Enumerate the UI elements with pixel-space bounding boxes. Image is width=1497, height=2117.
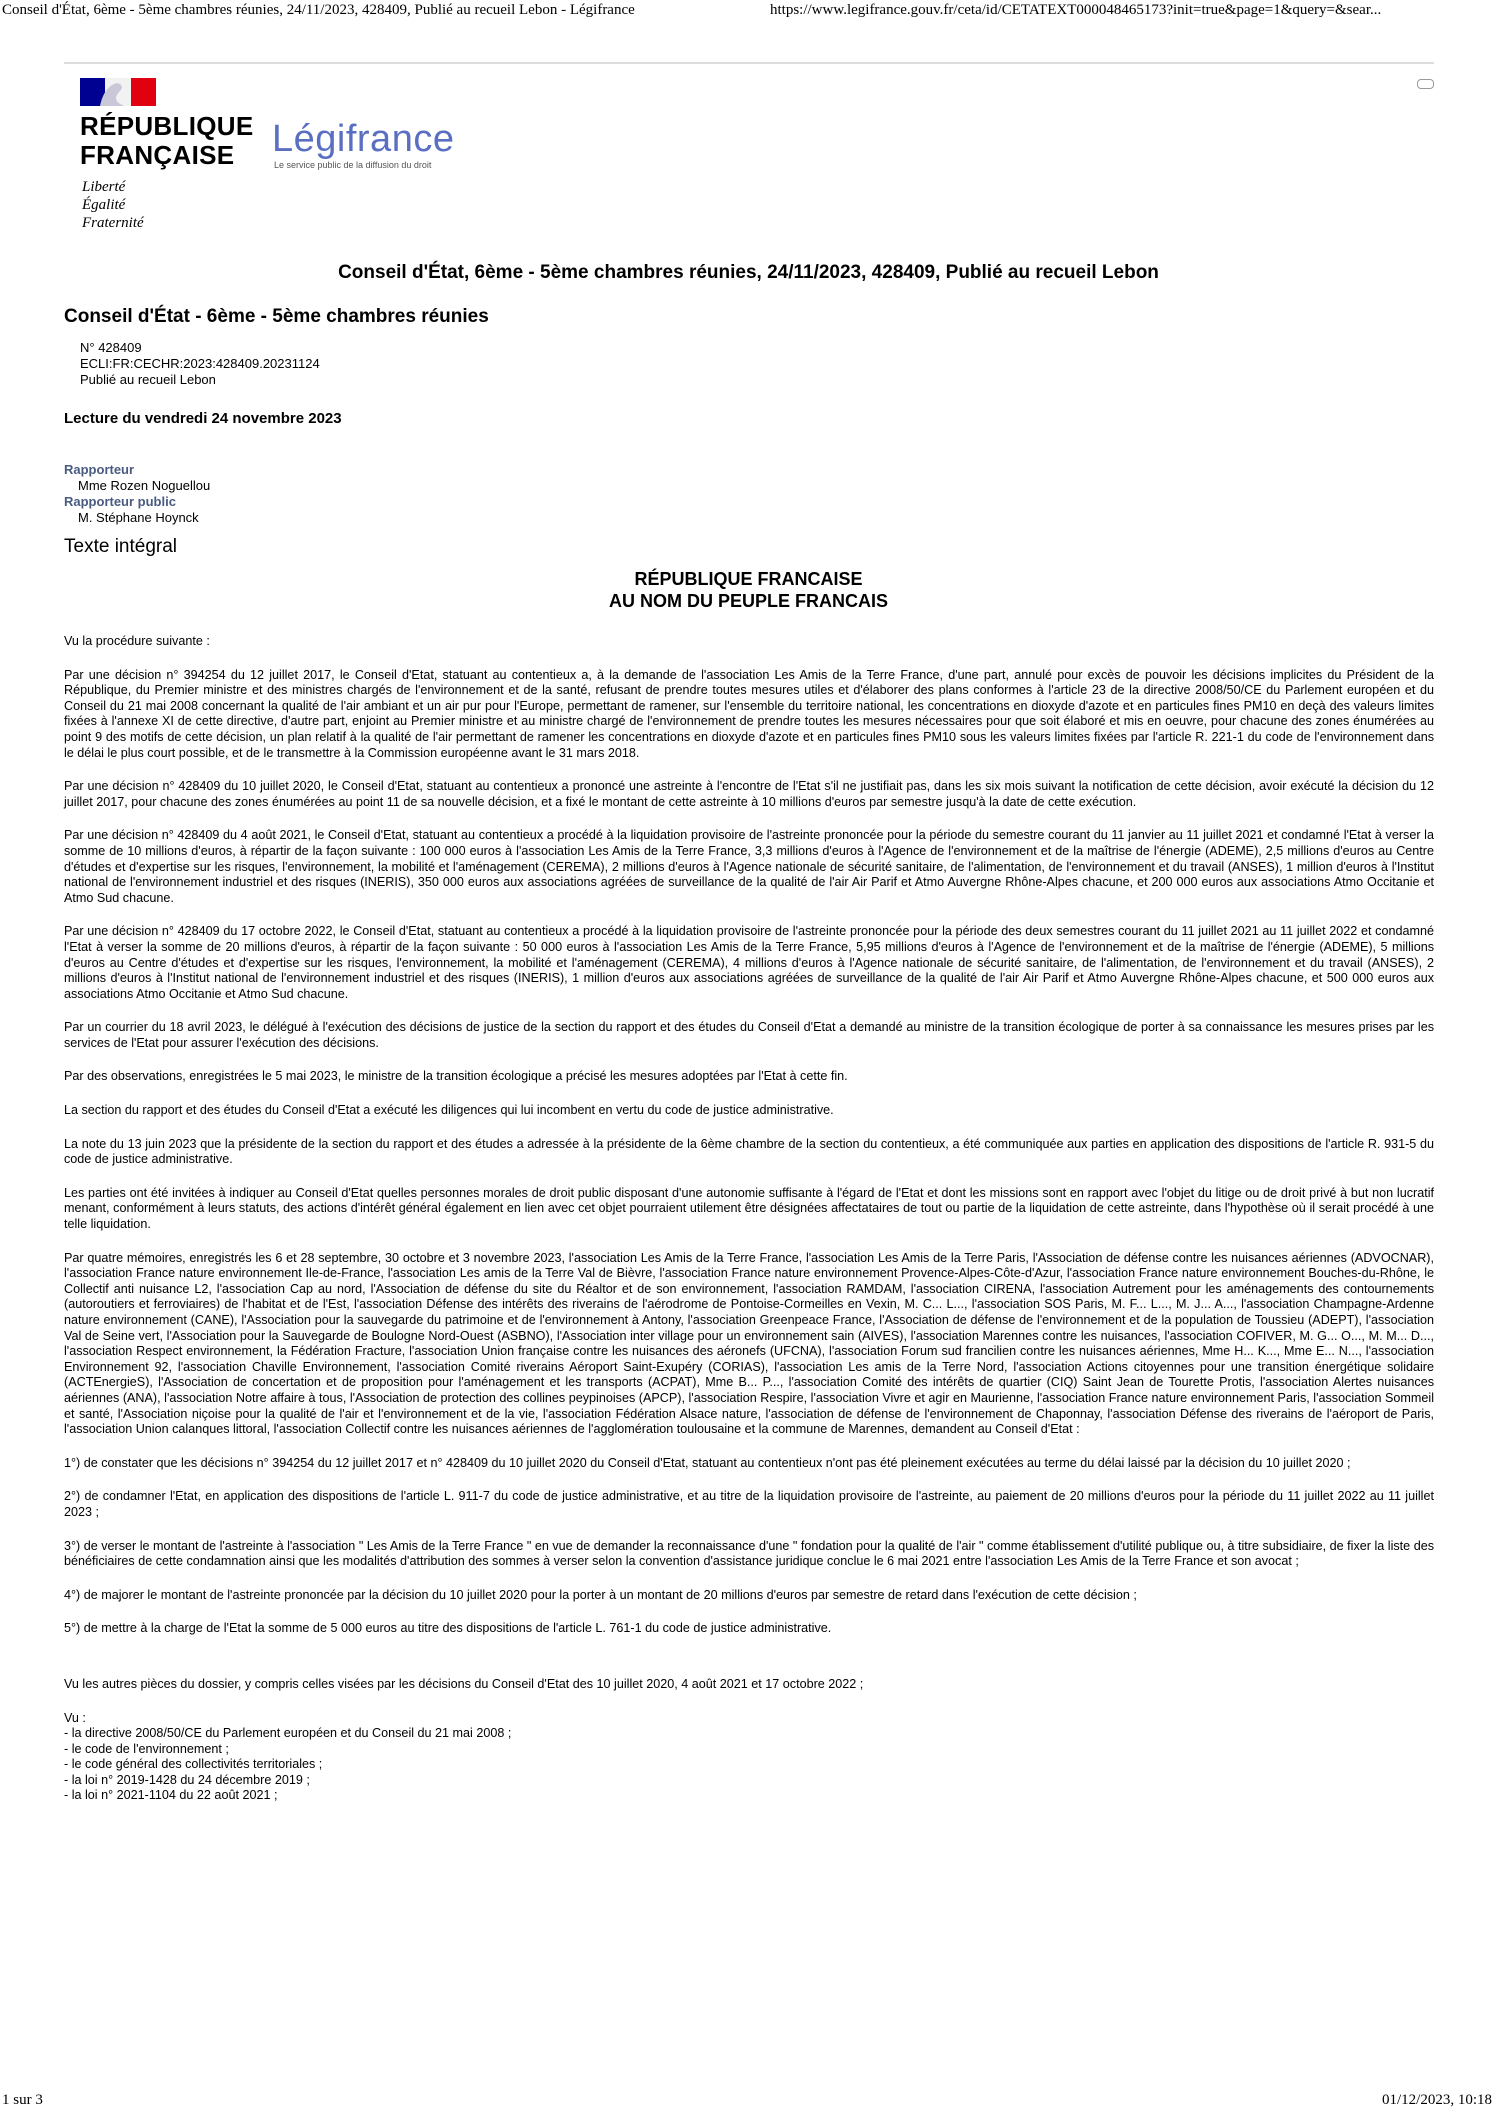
ecli-identifier: ECLI:FR:CECHR:2023:428409.20231124 xyxy=(80,356,320,371)
scroll-indicator xyxy=(1417,79,1434,89)
vu-item: - le code général des collectivités territoriales ; xyxy=(64,1757,323,1772)
paragraph: Vu les autres pièces du dossier, y compris celles visées par les décisions du Conseil d'Etat des 10 juillet 2020, 4 août 2021 et 17 octobre 2022 ; xyxy=(64,1676,864,1691)
paragraph: Par des observations, enregistrées le 5 mai 2023, le ministre de la transition écologique a précisé les mesures adoptées par l'Etat à cette fin. xyxy=(64,1069,848,1084)
court-name: Conseil d'État - 6ème - 5ème chambres réunies xyxy=(64,306,489,327)
texte-integral-heading: Texte intégral xyxy=(64,536,178,557)
rapporteur-public-name: M. Stéphane Hoynck xyxy=(78,510,199,525)
vu-item: - le code de l'environnement ; xyxy=(64,1741,229,1756)
header-divider xyxy=(64,62,1434,64)
paragraph: Par une décision n° 428409 du 10 juillet 2020, le Conseil d'Etat, statuant au contentieux a prononcé une astreinte à l'encontre de l'Etat s'il ne justifiait pas, dans les six mois suivant la notification de cette décision, avoir exécuté la décision du 12 juillet 2017, pour chacune des zones énumérées au point 11 de sa nouvelle décision, et a fixé le montant de cette astreinte à 10 millions d'euros par semestre jusqu'à la date de cette exécution. xyxy=(64,779,1434,809)
devise: Liberté Égalité Fraternité xyxy=(82,179,144,231)
conclusion-item: 2°) de condamner l'Etat, en application des dispositions de l'article L. 911-7 du code de justice administrative, et au titre de la liquidation provisoire de l'astreinte, au paiement de 20 millions d'euros pour la période du 11 juillet 2022 au 11 juillet 2023 ; xyxy=(64,1489,1434,1519)
decision-metadata xyxy=(80,340,320,388)
paragraph: Par une décision n° 428409 du 4 août 2021, le Conseil d'Etat, statuant au contentieux a procédé à la liquidation provisoire de l'astreinte prononcée pour la période du semestre courant du 11 janvier au 11 juillet 2021 et condamné l'Etat à verser la somme de 10 millions d'euros, à répartir de la façon suivante : 100 000 euros à l'association Les Amis de la Terre France, 3,3 millions d'euros à l'Agence de l'environnement et de la maîtrise de l'énergie (ADEME), 2,5 millions d'euros au Centre d'études et d'expertise sur les risques, l'environnement, la mobilité et l'aménagement (CEREMA), 2 millions d'euros à l'Agence nationale de sécurité sanitaire, de l'alimentation, de l'environnement et du travail (ANSES), 1 million d'euros à l'Institut national de l'environnement industriel et des risques (INERIS), 350 000 euros aux associations agréées de surveillance de la qualité de l'air Air Parif et Atmo Auvergne Rhône-Alpes chacune, et 200 000 euros aux associations Atmo Occitanie et Atmo Sud chacune. xyxy=(64,828,1434,905)
print-footer xyxy=(0,2092,1497,2114)
paragraph: Par une décision n° 394254 du 12 juillet 2017, le Conseil d'Etat, statuant au contentieux a, à la demande de l'association Les Amis de la Terre France, d'une part, annulé pour excès de pouvoir les décisions implicites du Président de la République, du Premier ministre et des ministres chargés de l'environnement et de la santé, refusant de prendre toutes mesures utiles et d'élaborer des plans conformes à l'article 23 de la directive 2008/50/CE du Parlement européen et du Conseil du 21 mai 2008 concernant la qualité de l'air ambiant et un air pur pour l'Europe, permettant de ramener, sur l'ensemble du territoire national, les concentrations en dioxyde d'azote et en particules fines PM10 en deçà des valeurs limites fixées à l'annexe XI de cette directive, d'autre part, enjoint au Premier ministre et au ministre chargé de l'environnement de prendre toutes les mesures nécessaires pour que soit élaboré et mis en oeuvre, pour chacune des zones énumérées au point 9 des motifs de cette décision, un plan relatif à la qualité de l'air permettant de ramener les concentrations en dioxyde d'azote et en particules fines PM10 sous les valeurs limites fixées par l'article R. 221-1 du code de l'environnement dans le délai le plus court possible, et de le transmettre à la Commission européenne avant le 31 mars 2018. xyxy=(64,667,1434,760)
print-datetime: 01/12/2023, 10:18 xyxy=(1381,2092,1492,2108)
legifrance-tagline: Le service public de la diffusion du droit xyxy=(274,160,432,170)
reading-date: Lecture du vendredi 24 novembre 2023 xyxy=(64,410,342,427)
vu-item: - la loi n° 2019-1428 du 24 décembre 2019 ; xyxy=(64,1772,310,1787)
nom-peuple-heading: AU NOM DU PEUPLE FRANCAIS xyxy=(608,591,888,611)
legifrance-wordmark: Légifrance xyxy=(272,118,455,160)
decision-header xyxy=(0,568,1497,612)
conclusion-item: 1°) de constater que les décisions n° 394254 du 12 juillet 2017 et n° 428409 du 10 juillet 2020 du Conseil d'Etat, statuant au contentieux n'ont pas été pleinement exécutées au terme du délai laissé par la décision du 10 juillet 2020 ; xyxy=(64,1455,1351,1470)
paragraph: Par un courrier du 18 avril 2023, le délégué à l'exécution des décisions de justice de la section du rapport et des études du Conseil d'Etat a demandé au ministre de la transition écologique de porter à sa connaissance les mesures prises par les services de l'Etat pour assurer l'exécution des décisions. xyxy=(64,1020,1434,1050)
conclusion-item: 4°) de majorer le montant de l'astreinte prononcée par la décision du 10 juillet 2020 pour la porter à un montant de 20 millions d'euros par semestre de retard dans l'exécution de cette décision ; xyxy=(64,1587,1137,1602)
print-url: https://www.legifrance.gouv.fr/ceta/id/CETATEXT000048465173?init=true&page=1&query=&sear... xyxy=(770,2,1382,18)
rapporteurs xyxy=(64,462,210,526)
print-header xyxy=(0,0,1497,22)
print-page-title: Conseil d'État, 6ème - 5ème chambres réunies, 24/11/2023, 428409, Publié au recueil Lebon - Légifrance xyxy=(2,2,635,18)
rapporteur-label: Rapporteur xyxy=(64,462,135,477)
conclusion-item: 5°) de mettre à la charge de l'Etat la somme de 5 000 euros au titre des dispositions de l'article L. 761-1 du code de justice administrative. xyxy=(64,1621,832,1636)
republique-heading: RÉPUBLIQUE FRANCAISE xyxy=(634,569,863,589)
rapporteur-public-label: Rapporteur public xyxy=(64,494,176,509)
paragraph: Les parties ont été invitées à indiquer au Conseil d'Etat quelles personnes morales de droit public disposant d'une autonomie suffisante à l'égard de l'Etat et dont les missions sont en rapport avec l'objet du litige ou de droit privé à but non lucratif menant, conformément à leurs statuts, des actions d'intérêt général également en lien avec cet objet pourraient utilement être désignées affectataires de tout ou partie de la liquidation de cette astreinte, dans l'hypothèse où il serait procédé à une telle liquidation. xyxy=(64,1185,1434,1232)
decision-body xyxy=(64,634,1434,1822)
paragraph: Par une décision n° 428409 du 17 octobre 2022, le Conseil d'Etat, statuant au contentieux a procédé à la liquidation provisoire de l'astreinte prononcée pour la période des deux semestres courant du 11 juillet 2021 au 11 juillet 2022 et condamné l'Etat à verser la somme de 20 millions d'euros, à répartir de la façon suivante : 50 000 euros à l'association Les Amis de la Terre France, 5,95 millions d'euros à l'Agence de l'environnement et de la maîtrise de l'énergie (ADEME), 5 millions d'euros au Centre d'études et d'expertise sur les risques, l'environnement, la mobilité et l'aménagement (CEREMA), 4 millions d'euros à l'Agence nationale de sécurité sanitaire, de l'alimentation, de l'environnement et du travail (ANSES), 2 millions d'euros à l'Institut national de l'environnement industriel et des risques (INERIS), 1 million d'euros aux associations agréées de surveillance de la qualité de l'air Air Parif et Atmo Auvergne Rhône-Alpes chacune, et 500 000 euros aux associations Atmo Occitanie et Atmo Sud chacune. xyxy=(64,924,1434,1001)
vu-item: - la loi n° 2021-1104 du 22 août 2021 ; xyxy=(64,1788,278,1803)
vu-label: Vu : xyxy=(64,1710,86,1725)
rapporteur-name: Mme Rozen Noguellou xyxy=(78,478,211,493)
document-title: Conseil d'État, 6ème - 5ème chambres réunies, 24/11/2023, 428409, Publié au recueil Lebon xyxy=(338,262,1159,283)
republique-francaise-wordmark: RÉPUBLIQUE FRANÇAISE xyxy=(80,111,254,170)
decision-number: N° 428409 xyxy=(80,340,142,355)
paragraph: La section du rapport et des études du Conseil d'Etat a exécuté les diligences qui lui incombent en vertu du code de justice administrative. xyxy=(64,1103,834,1118)
marianne-flag-icon xyxy=(80,78,156,106)
paragraph: La note du 13 juin 2023 que la présidente de la section du rapport et des études a adressée à la présidente de la 6ème chambre de la section du contentieux, a été communiquée aux parties en application des dispositions de l'article R. 931-5 du code de justice administrative. xyxy=(64,1136,1434,1167)
paragraph: Par quatre mémoires, enregistrés les 6 et 28 septembre, 30 octobre et 3 novembre 2023, l'association Les Amis de la Terre France, l'association Les Amis de la Terre Paris, l'Association de défense contre les nuisances aériennes (ADVOCNAR), l'association France nature environnement Ile-de-France, l'association Les amis de la Terre Val de Bièvre, l'association France nature environnement Provence-Alpes-Côte-d'Azur, l'association France nature environnement Bouches-du-Rhône, le Collectif anti nuisance L2, l'association Cap au nord, l'Association de défense du site du Réaltor et de son environnement, l'association RAMDAM, l'association CIRENA, l'association Autrement pour les aménagements des contournements (autoroutiers et ferroviaires) de l'habitat et de l'Est, l'association Défense des intérêts des riverains de l'aérodrome de Pontoise-Cormeilles en Vexin, M. C... L..., l'association SOS Paris, M. F... L..., M. J... A..., l'association Champagne-Ardenne nature environnement (CANE), l'Association pour la sauvegarde du patrimoine et de l'environnement à Antony, l'association Greenpeace France, l'Association de défense de l'environnement et de la population de Toussieu (ADEPT), l'association Val de Seine vert, l'Association pour la Sauvegarde de Boulogne Nord-Ouest (ASBNO), l'Association inter village pour un environnement sain (AIVES), l'association Marennes contre les nuisances, l'association COFIVER, M. G... O..., M. M... D..., l'association Respect environnement, la Fédération Fracture, l'association Union française contre les nuisances des aéronefs (UFCNA), l'association Forum sud francilien contre les nuisances aériennes, Mme H... K..., Mme E... N..., l'association Environnement 92, l'association Chaville Environnement, l'association Comité riverains Aéroport Saint-Exupéry (CORIAS), l'association Les amis de la Terre Nord, l'association Actions citoyennes pour une transition énergétique solidaire (ACTEnergieS), l'Association de concertation et de proposition pour l'aménagement et les transports (ACPAT), Mme B... P..., l'association Comité des intérêts de quartier (CIQ) Saint Jean de Tourette Protis, l'association Alertes nuisances aériennes (ANA), l'association Notre affaire à tous, l'Association de protection des collines peypinoises (APCP), l'association Respire, l'association Vivre et agir en Maurienne, l'association France nature environnement Paris, l'association Sommeil et santé, l'Association niçoise pour la qualité de l'air et l'environnement et de la vie, l'association Fédération Alsace nature, l'association de défense de l'environnement de Chaponnay, l'association Défense des riverains de l'aéroport de Paris, l'association Union calanques littoral, l'association Collectif contre les nuisances aériennes de l'agglomération toulousaine et la commune de Marennes, demandent au Conseil d'Etat : xyxy=(64,1250,1434,1437)
page-counter: 1 sur 3 xyxy=(2,2092,43,2108)
paragraph: Vu la procédure suivante : xyxy=(64,634,210,648)
conclusion-item: 3°) de verser le montant de l'astreinte à l'association " Les Amis de la Terre France " en vue de demander la reconnaissance d'une " fondation pour la qualité de l'air " comme établissement d'utilité publique ou, à titre subsidiaire, de fixer la liste des bénéficiaires de cette condamnation ainsi que les modalités d'attribution des sommes à verser selon la convention d'assistance juridique conclue le 6 mai 2021 entre l'association Les Amis de la Terre France et son avocat ; xyxy=(64,1538,1434,1569)
vu-item: - la directive 2008/50/CE du Parlement européen et du Conseil du 21 mai 2008 ; xyxy=(64,1726,512,1741)
publication-status: Publié au recueil Lebon xyxy=(80,372,216,387)
